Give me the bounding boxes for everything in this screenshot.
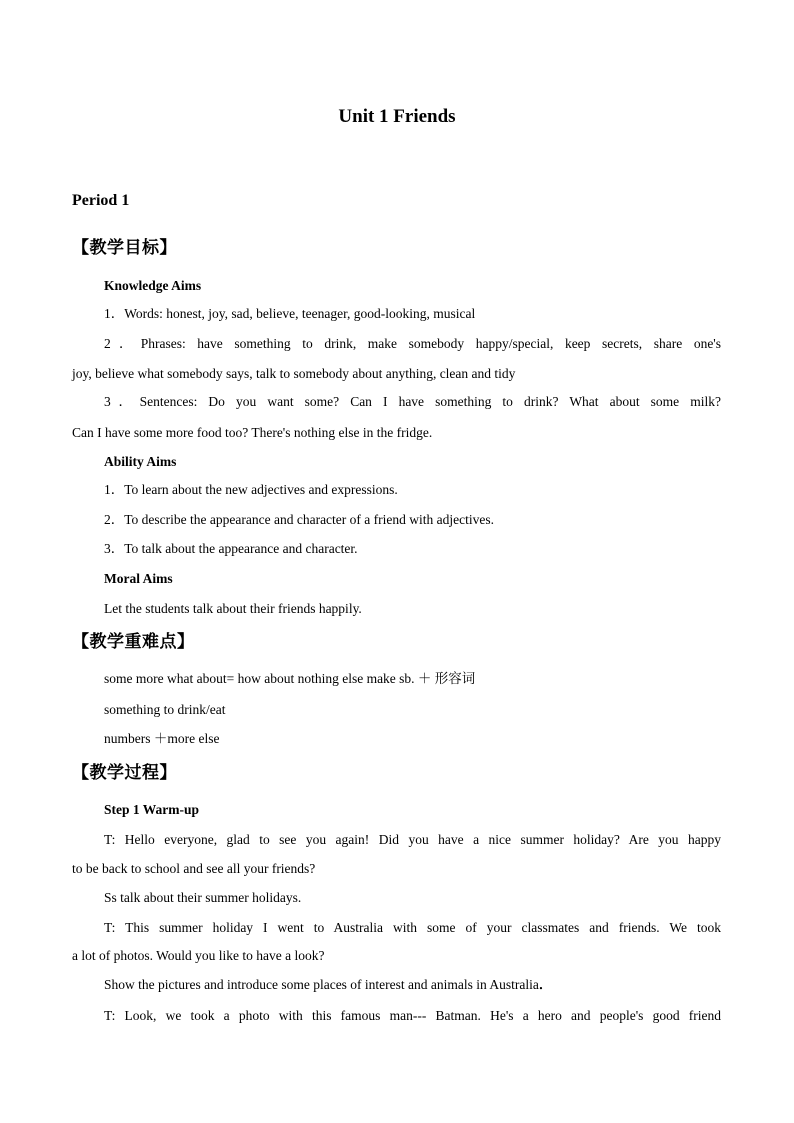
knowledge-words: 1．Words: honest, joy, sad, believe, teenager, good-looking, musical: [104, 306, 476, 321]
step-1-heading: Step 1 Warm-up: [104, 802, 200, 817]
knowledge-phrases-line-2: joy, believe what somebody says, talk to somebody about anything, clean and tidy: [72, 366, 516, 381]
key-points-line-2: something to drink/eat: [104, 702, 226, 717]
section-heading-key-points: 【教学重难点】: [72, 632, 195, 652]
process-paragraph-4: [104, 975, 552, 995]
process-paragraph-4-end: ．: [538, 977, 553, 992]
process-paragraph-1-line-1: T: Hello everyone, glad to see you again! Did you have a nice summer holiday? Are you happy: [104, 832, 721, 847]
ability-item-1: 1．To learn about the new adjectives and expressions.: [104, 482, 398, 497]
page-title: Unit 1 Friends: [338, 106, 456, 127]
process-paragraph-4-text: Show the pictures and introduce some places of interest and animals in Australia: [104, 977, 539, 992]
ability-item-3: 3．To talk about the appearance and character.: [104, 541, 358, 556]
process-paragraph-3-line-1: T: This summer holiday I went to Australia with some of your classmates and friends. We took: [104, 920, 721, 935]
moral-aims-heading: Moral Aims: [104, 571, 173, 586]
key-points-line-1: some more what about= how about nothing else make sb. ＋ 形容词: [104, 671, 476, 686]
ability-item-2: 2．To describe the appearance and character of a friend with adjectives.: [104, 512, 494, 527]
process-paragraph-2: Ss talk about their summer holidays.: [104, 890, 302, 905]
process-paragraph-3-line-2: a lot of photos. Would you like to have a look?: [72, 948, 325, 963]
knowledge-sentences-line-2: Can I have some more food too? There's nothing else in the fridge.: [72, 425, 433, 440]
knowledge-aims-heading: Knowledge Aims: [104, 278, 202, 293]
moral-aims-text: Let the students talk about their friends happily.: [104, 601, 362, 616]
knowledge-sentences-line-1: 3．Sentences: Do you want some? Can I have something to drink? What about some milk?: [104, 394, 721, 409]
process-paragraph-1-line-2: to be back to school and see all your friends?: [72, 861, 316, 876]
knowledge-phrases-line-1: 2．Phrases: have something to drink, make somebody happy/special, keep secrets, share one's: [104, 336, 721, 351]
section-heading-objectives: 【教学目标】: [72, 238, 177, 258]
section-heading-process: 【教学过程】: [72, 763, 177, 783]
period-heading: Period 1: [72, 192, 130, 209]
process-paragraph-5: T: Look, we took a photo with this famous man--- Batman. He's a hero and people's good friend: [104, 1008, 721, 1023]
ability-aims-heading: Ability Aims: [104, 454, 177, 469]
key-points-line-3: numbers ＋more else: [104, 731, 220, 746]
